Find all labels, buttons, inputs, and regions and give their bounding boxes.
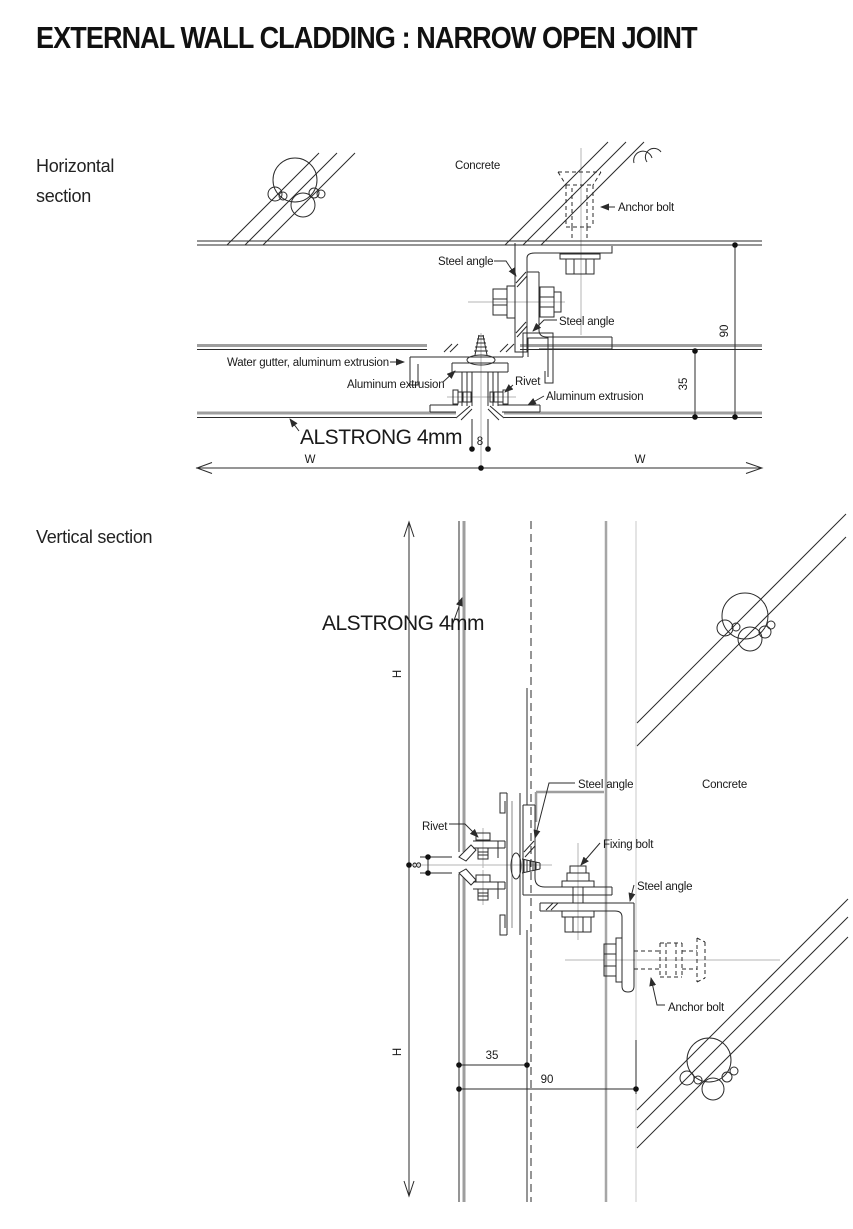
dim-8-vertical-label: 8 bbox=[412, 861, 424, 869]
horizontal-section-heading-line1: Horizontal bbox=[36, 156, 115, 176]
page-title: EXTERNAL WALL CLADDING : NARROW OPEN JOINT bbox=[36, 20, 697, 55]
bracket-beyond-graphic bbox=[536, 792, 604, 822]
vertical-section-heading: Vertical section bbox=[36, 527, 153, 547]
concrete-break-symbol-left bbox=[227, 153, 355, 245]
dim-w-left-label: W bbox=[304, 454, 316, 466]
dim-h-bottom-label: H bbox=[392, 1047, 404, 1057]
steel-angle-lower-graphic-vertical bbox=[540, 903, 634, 992]
dimension-35-vertical bbox=[456, 1030, 530, 1070]
label-leaders-vertical bbox=[446, 598, 665, 1005]
label-steel-angle-lower-vertical: Steel angle bbox=[637, 881, 693, 893]
dimension-35-horizontal bbox=[678, 348, 698, 420]
label-steel-angle-lower-horizontal: Steel angle bbox=[559, 316, 615, 328]
concrete-break-symbol-right bbox=[505, 142, 661, 245]
dimension-90-vertical bbox=[456, 1040, 639, 1094]
horizontal-section-drawing bbox=[36, 142, 762, 474]
horizontal-section-heading-line2: section bbox=[36, 186, 91, 206]
label-anchor-bolt-horizontal: Anchor bolt bbox=[618, 202, 674, 214]
label-anchor-bolt-vertical: Anchor bolt bbox=[668, 1002, 724, 1014]
concrete-face-line bbox=[197, 241, 762, 245]
label-concrete-vertical: Concrete bbox=[702, 779, 748, 791]
vertical-section-drawing bbox=[36, 514, 848, 1202]
label-fixing-bolt: Fixing bolt bbox=[603, 839, 654, 851]
dim-h-top-label: H bbox=[392, 669, 404, 679]
dim-35-label: 35 bbox=[678, 377, 690, 391]
label-steel-angle-upper-vertical: Steel angle bbox=[578, 779, 634, 791]
label-rivet-horizontal: Rivet bbox=[515, 376, 541, 388]
panel-joint-graphic bbox=[459, 833, 505, 900]
label-water-gutter: Water gutter, aluminum extrusion bbox=[227, 357, 389, 369]
panel-face-line bbox=[197, 413, 762, 418]
dim-35-vertical-label: 35 bbox=[485, 1050, 499, 1062]
dim-8-label: 8 bbox=[476, 436, 484, 448]
dimension-90-horizontal bbox=[719, 242, 738, 420]
dim-90-label: 90 bbox=[719, 324, 731, 338]
concrete-break-symbol-lower bbox=[637, 899, 848, 1148]
carrier-rail-graphic bbox=[500, 793, 520, 935]
dim-w-right-label: W bbox=[634, 454, 646, 466]
label-alstrong-vertical: ALSTRONG 4mm bbox=[322, 612, 485, 635]
label-steel-angle-upper-horizontal: Steel angle bbox=[438, 256, 494, 268]
label-aluminum-extrusion-left: Aluminum extrusion bbox=[347, 379, 445, 391]
label-aluminum-extrusion-right: Aluminum extrusion bbox=[546, 391, 644, 403]
label-rivet-vertical: Rivet bbox=[422, 821, 448, 833]
dimension-w-line bbox=[196, 454, 762, 474]
anchor-bolt-graphic-horizontal bbox=[558, 172, 601, 274]
label-alstrong-horizontal: ALSTRONG 4mm bbox=[300, 426, 463, 449]
label-concrete-horizontal: Concrete bbox=[455, 160, 501, 172]
concrete-break-symbol-upper bbox=[637, 514, 846, 746]
dim-90-vertical-label: 90 bbox=[540, 1074, 554, 1086]
dimension-8-horizontal bbox=[469, 419, 491, 452]
